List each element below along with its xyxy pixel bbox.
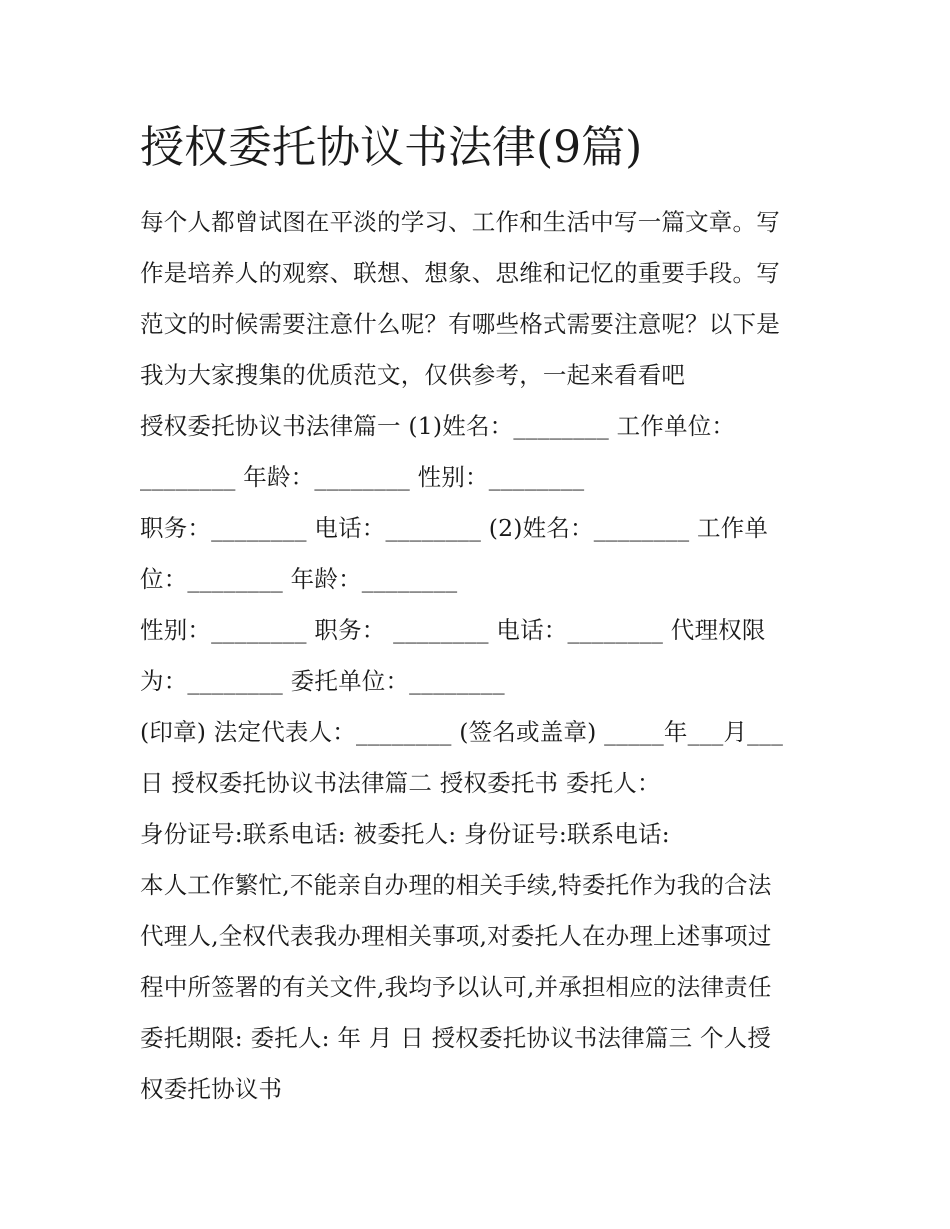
document-title: 授权委托协议书法律(9篇) [140,122,643,173]
body-line-6: ________ 年龄：________ 性别：________ [140,463,585,491]
body-line-7: 职务：________ 电话：________ (2)姓名：________ 工作单 [140,514,769,542]
body-line-16: 程中所签署的有关文件,我均予以认可,并承担相应的法律责任 [140,973,772,1001]
body-line-5: 授权委托协议书法律篇一 (1)姓名：________ 工作单位： [140,412,736,440]
body-line-4: 我为大家搜集的优质范文，仅供参考，一起来看看吧 [140,361,686,389]
body-line-12: 日 授权委托协议书法律篇二 授权委托书 委托人： [140,769,661,797]
body-line-17: 委托期限: 委托人: 年 月 日 授权委托协议书法律篇三 个人授 [140,1024,772,1052]
body-line-13: 身份证号:联系电话: 被委托人: 身份证号:联系电话: [140,820,670,848]
body-line-9: 性别：________ 职务： ________ 电话：________ 代理权限 [140,616,766,644]
body-line-3: 范文的时候需要注意什么呢？有哪些格式需要注意呢？以下是 [140,310,780,338]
body-line-8: 位：________ 年龄：________ [140,565,458,593]
body-line-2: 作是培养人的观察、联想、想象、思维和记忆的重要手段。写 [140,259,780,287]
body-line-14: 本人工作繁忙,不能亲自办理的相关手续,特委托作为我的合法 [140,871,772,899]
body-line-1: 每个人都曾试图在平淡的学习、工作和生活中写一篇文章。写 [140,208,780,236]
body-line-10: 为：________ 委托单位：________ [140,667,505,695]
body-line-18: 权委托协议书 [140,1075,283,1103]
body-line-15: 代理人,全权代表我办理相关事项,对委托人在办理上述事项过 [140,922,772,950]
body-line-11: (印章) 法定代表人：________ (签名或盖章) _____年___月___ [140,718,784,746]
